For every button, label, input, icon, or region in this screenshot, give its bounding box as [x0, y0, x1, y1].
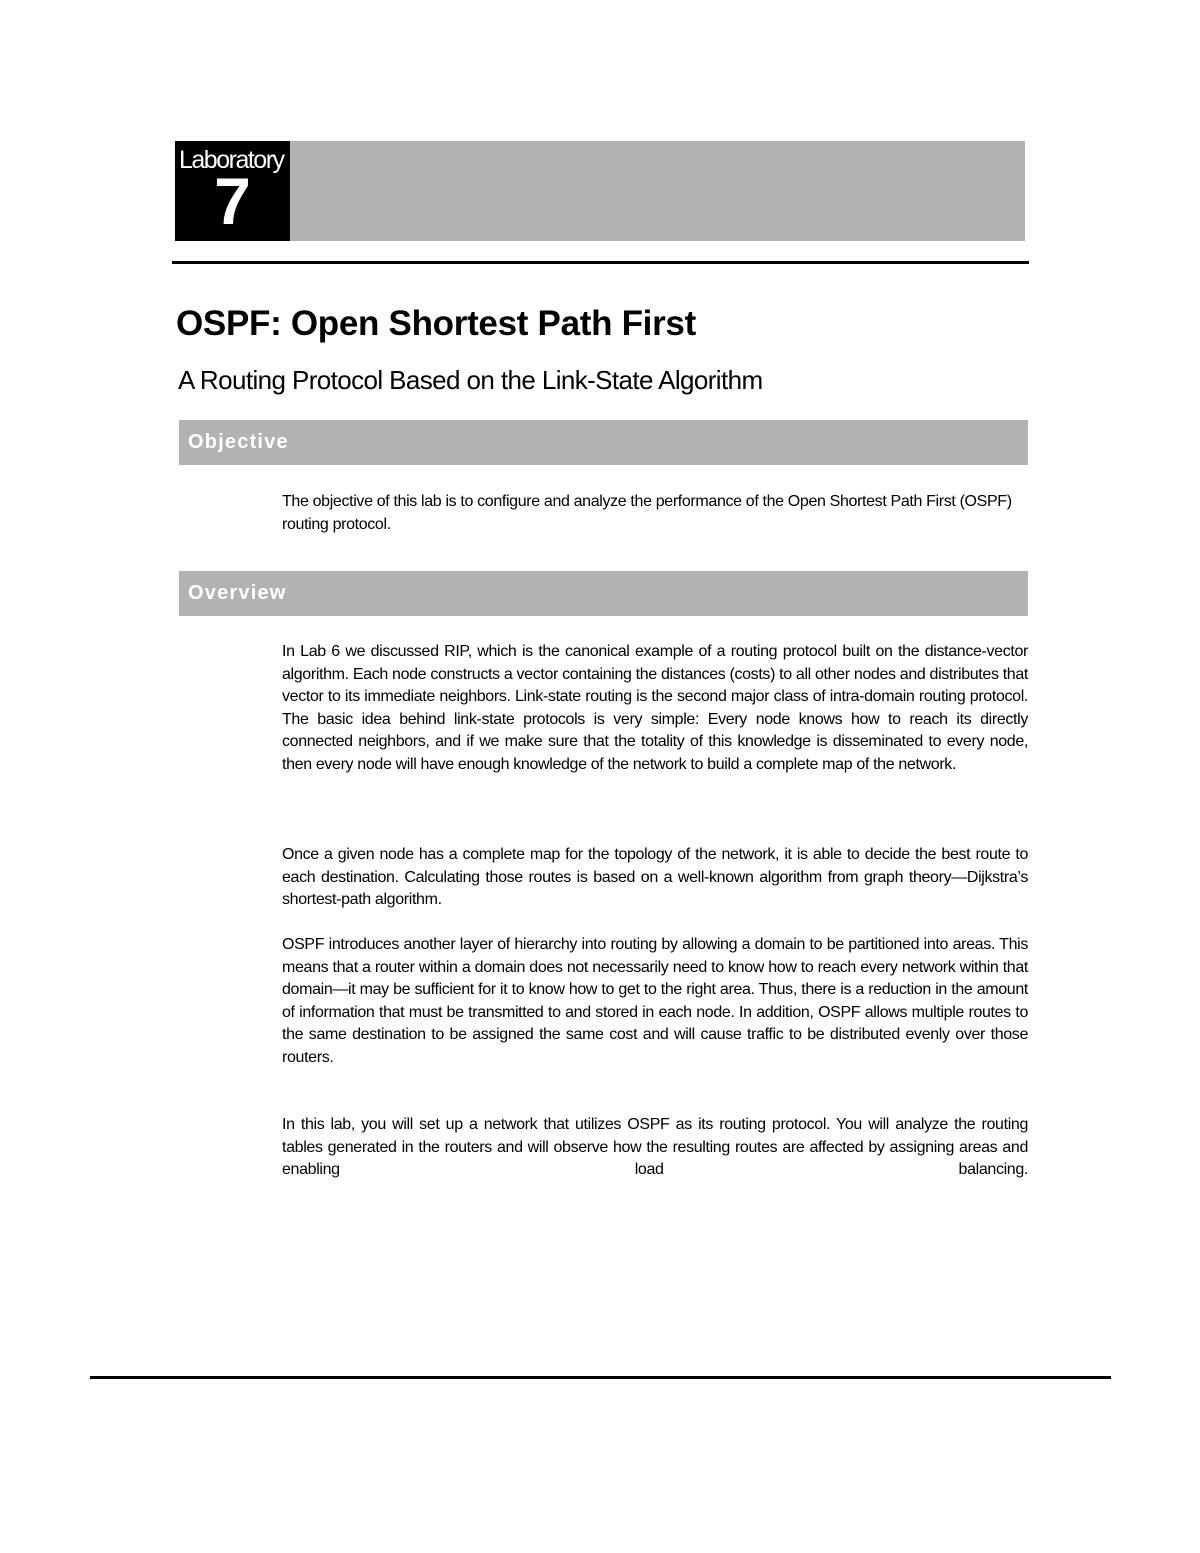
page-title: OSPF: Open Shortest Path First — [176, 304, 696, 343]
page-subtitle: A Routing Protocol Based on the Link-State Algorithm — [178, 365, 763, 395]
overview-paragraph-3: OSPF introduces another layer of hierarchy into routing by allowing a domain to be partitioned into areas. This means that a router within a domain does not necessarily need to know how to reach every network within that domain—it may be sufficient for it to know how to get to the right area. Thus, there is a reduction in the amount of information that must be transmitted to and stored in each node. In addition, OSPF allows multiple routes to the same destination to be assigned the same cost and will cause traffic to be distributed evenly over those routers. — [282, 936, 1028, 1066]
chapter-number: 7 — [214, 164, 251, 238]
top-divider — [172, 261, 1029, 264]
overview-paragraph-4: In this lab, you will set up a network that utilizes OSPF as its routing protocol. You will analyze the routing tables generated in the routers and will observe how the resulting routes are affected by assigning areas and enabling load balancing. — [282, 1116, 1028, 1179]
objective-paragraph: The objective of this lab is to configure and analyze the performance of the Open Shortest Path First (OSPF) routing protocol. — [282, 493, 1012, 533]
overview-paragraph-2: Once a given node has a complete map for the topology of the network, it is able to decide the best route to each destination. Calculating those routes is based on a well-known algorithm from graph theory—Dijkstra’s shortest-path algorithm. — [282, 846, 1028, 909]
section-heading-objective: Objective — [179, 420, 1028, 465]
overview-paragraph-1: In Lab 6 we discussed RIP, which is the canonical example of a routing protocol built on the distance-vector algorithm. Each node constructs a vector containing the distances (costs) to all other nodes and distributes that vector to its immediate neighbors. Link-state routing is the second major class of intra-domain routing protocol. The basic idea behind link-state protocols is very simple: Every node knows how to reach its directly connected neighbors, and if we make sure that the totality of this knowledge is disseminated to every node, then every node will have enough knowledge of the network to build a complete map of the network. — [282, 643, 1028, 773]
footer-divider — [90, 1376, 1111, 1379]
chapter-label: Laboratory — [179, 146, 284, 174]
chapter-banner — [175, 141, 1025, 241]
chapter-label-box — [175, 141, 290, 241]
section-heading-overview: Overview — [179, 571, 1028, 616]
